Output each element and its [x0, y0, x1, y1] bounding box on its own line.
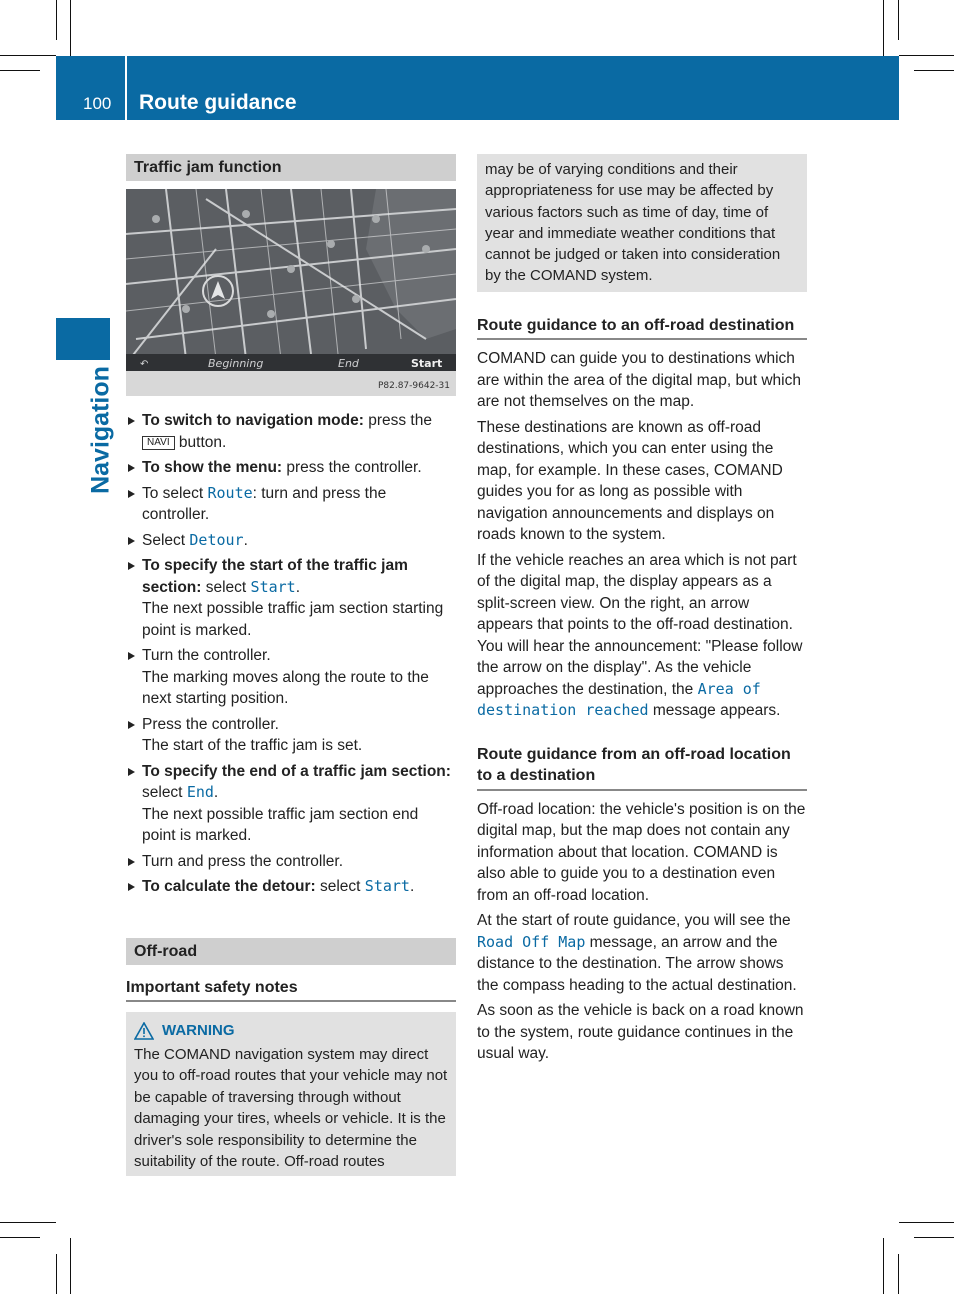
message-road-off-map: Road Off Map: [477, 932, 586, 951]
crop-mark: [899, 55, 954, 56]
warning-triangle-icon: [134, 1022, 154, 1040]
crop-mark: [0, 1237, 40, 1238]
crop-mark: [70, 0, 71, 56]
navi-key-icon: NAVI: [142, 436, 175, 450]
list-item: To specify the start of the traffic jam section: select Start. The next possible traffic jam section starting point is marked.: [126, 555, 456, 641]
warning-text: The COMAND navigation system may direct you to off-road routes that your vehicle may not be capable of traversing through without damaging your tires, wheels or vehicle. It is the driver's sole responsibility to determine the suitability of the route. Off-road routes: [134, 1045, 448, 1170]
warning-label: WARNING: [162, 1022, 235, 1039]
side-tab-label: Navigation: [86, 366, 115, 494]
list-item: Turn and press the controller.: [126, 851, 456, 873]
paragraph: At the start of route guidance, you will see the Road Off Map message, an arrow and the distance to the destination. The arrow shows the compass heading to the actual destination.: [477, 912, 797, 994]
crop-mark: [914, 1237, 954, 1238]
map-btn-end: End: [338, 357, 359, 370]
left-column: [126, 154, 456, 1176]
section-title-off-road: Off-road: [126, 938, 456, 965]
list-item: To switch to navigation mode: press the NAVI button.: [126, 410, 456, 453]
paragraph: These destinations are known as off-road destinations, which you can enter using the map, for example. In these cases, COMAND guides you for as long as possible with navigation announcements and displays on roads known to the system.: [477, 418, 783, 544]
navigation-map-image: [126, 189, 456, 396]
message-area-of-destination: Area of destination reached: [477, 679, 761, 720]
crop-mark: [0, 1222, 56, 1223]
warning-box: [126, 1012, 456, 1176]
paragraph: If the vehicle reaches an area which is not part of the digital map, the display appears as a split-screen view. On the right, an arrow appears that points to the off-road destination. You will hear the announcement: "Please follow the arrow on the display". As the vehicle approaches the destination, the Area of destination reached message appears.: [477, 551, 803, 720]
list-item: To specify the end of a traffic jam section: select End. The next possible traffic jam section end point is marked.: [126, 761, 456, 847]
section-title-traffic-jam: Traffic jam function: [126, 154, 456, 181]
crop-mark: [56, 1254, 57, 1294]
paragraph: Off-road location: the vehicle's position is on the digital map, but the map does not contain any information about that location. COMAND is also able to guide you to a destination even from an off-road location.: [477, 800, 806, 904]
list-item: Turn the controller. The marking moves along the route to the next starting position.: [126, 645, 456, 710]
map-btn-beginning: Beginning: [208, 357, 264, 370]
crop-mark: [70, 1238, 71, 1294]
crop-mark: [883, 1238, 884, 1294]
paragraph: As soon as the vehicle is back on a road known to the system, route guidance continues in the usual way.: [477, 1002, 804, 1063]
paragraph: COMAND can guide you to destinations which are within the area of the digital map, but which are not themselves on the map.: [477, 350, 801, 411]
safety-notes-heading: Important safety notes: [126, 977, 456, 1003]
crop-mark: [56, 0, 57, 40]
map-reference-code: P82.87-9642-31: [377, 381, 450, 391]
warning-continuation: may be of varying conditions and their appropriateness for use may be affected by various factors such as time of day, time of year and immediate weather conditions that cannot be judged or taken into consideration by the COMAND system.: [477, 154, 807, 292]
right-column: [477, 154, 807, 1069]
crop-mark: [898, 1254, 899, 1294]
list-item: To show the menu: press the controller.: [126, 457, 456, 479]
crop-mark: [0, 55, 56, 56]
list-item: Press the controller. The start of the traffic jam is set.: [126, 714, 456, 757]
side-tab: [71, 360, 131, 500]
page-header: [56, 56, 899, 120]
crop-mark: [898, 0, 899, 40]
list-item: To calculate the detour: select Start.: [126, 876, 456, 898]
page-title: Route guidance: [139, 91, 297, 114]
map-btn-start: Start: [411, 357, 443, 370]
list-item: Select Detour.: [126, 530, 456, 552]
list-item: To select Route: turn and press the controller.: [126, 483, 456, 526]
heading-offroad-location: Route guidance from an off-road location to a destination: [477, 744, 807, 791]
side-tab-marker: [56, 318, 110, 360]
crop-mark: [0, 70, 40, 71]
svg-text:↶: ↶: [140, 359, 149, 370]
page-number: 100: [83, 94, 112, 113]
crop-mark: [883, 0, 884, 56]
instruction-steps: [126, 410, 456, 898]
map-illustration: [126, 189, 456, 396]
header-divider: [125, 56, 127, 120]
heading-offroad-destination: Route guidance to an off-road destination: [477, 315, 807, 341]
crop-mark: [914, 70, 954, 71]
crop-mark: [899, 1222, 954, 1223]
